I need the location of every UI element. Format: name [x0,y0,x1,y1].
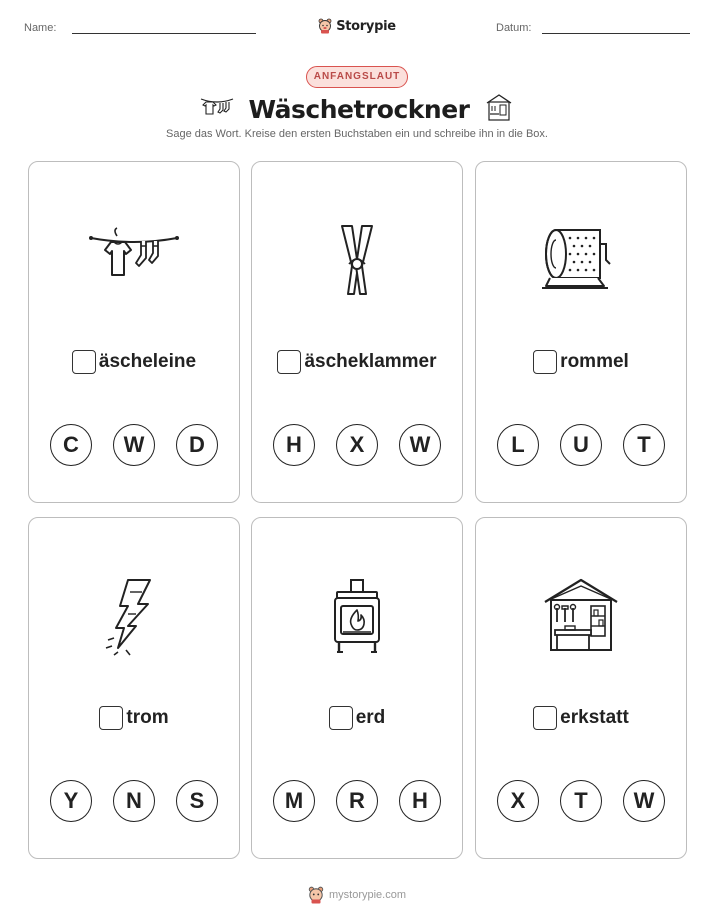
exercise-card [251,517,463,859]
answer-box[interactable] [329,706,353,730]
letter-option[interactable]: D [176,424,218,466]
letter-option[interactable]: R [336,780,378,822]
letter-options [476,424,686,466]
letter-option[interactable]: H [399,780,441,822]
clothespin-icon [332,222,382,298]
brand-name: Storypie [336,18,396,34]
word-remainder: trom [126,707,169,728]
letter-option[interactable]: M [273,780,315,822]
word-remainder: äscheleine [98,351,197,372]
letter-options [252,780,462,822]
date-label: Datum: [496,22,532,34]
word-remainder: rommel [560,351,629,372]
answer-box[interactable] [277,350,301,374]
letter-option[interactable]: W [623,780,665,822]
letter-options [476,780,686,822]
clothesline-icon [89,222,179,292]
answer-box[interactable] [99,706,123,730]
answer-box[interactable] [72,350,96,374]
word-remainder: erkstatt [560,707,629,728]
worksheet-header [0,18,714,48]
letter-option[interactable]: W [113,424,155,466]
exercise-card [28,161,240,503]
clothesline-small-icon [200,95,234,124]
letter-option[interactable]: W [399,424,441,466]
page-title: Wäschetrockner [248,94,470,124]
brand [0,18,714,39]
workshop-icon [543,578,619,654]
letter-option[interactable]: X [336,424,378,466]
exercise-card [251,161,463,503]
letter-option[interactable]: N [113,780,155,822]
letter-option[interactable]: X [497,780,539,822]
letter-options [29,780,239,822]
instructions: Sage das Wort. Kreise den ersten Buchstaben ein und schreibe ihn in die Box. [166,128,548,140]
storypie-logo-icon [308,886,324,904]
storypie-logo-icon [318,18,332,34]
letter-option[interactable]: C [50,424,92,466]
exercise-card [475,517,687,859]
letter-option[interactable]: T [560,780,602,822]
letter-option[interactable]: Y [50,780,92,822]
letter-options [252,424,462,466]
word-remainder: äscheklammer [304,351,437,372]
letter-option[interactable]: U [560,424,602,466]
footer-url[interactable]: mystorypie.com [328,889,407,901]
letter-option[interactable]: S [176,780,218,822]
date-line [542,33,690,34]
drum-icon [540,222,622,292]
answer-box[interactable] [533,706,557,730]
category-badge: ANFANGSLAUT [306,66,408,88]
title-row [0,92,714,126]
lightning-icon [104,578,164,656]
exercise-card [475,161,687,503]
letter-option[interactable]: T [623,424,665,466]
footer [0,886,714,909]
letter-options [29,424,239,466]
word-remainder: erd [355,707,386,728]
letter-option[interactable]: L [497,424,539,466]
letter-option[interactable]: H [273,424,315,466]
exercise-card [28,517,240,859]
workshop-small-icon [484,92,514,127]
name-label: Name: [24,22,57,34]
answer-box[interactable] [533,350,557,374]
stove-icon [329,578,385,656]
